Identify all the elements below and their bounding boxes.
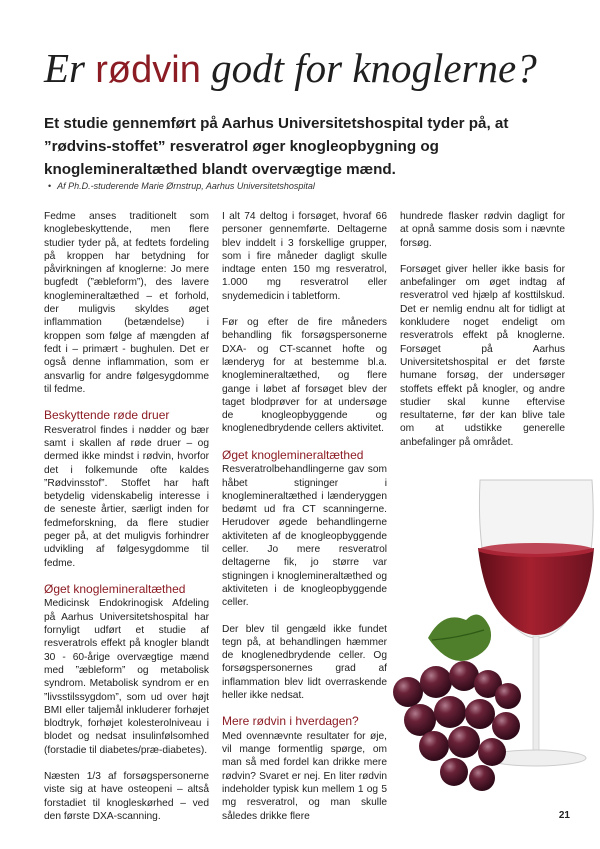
grapes-icon [393, 661, 521, 791]
column-1 [44, 210, 209, 836]
title-accent: rødvin [95, 49, 201, 91]
title-post: godt for knoglerne? [200, 45, 537, 91]
paragraph: Fedme anses traditionelt som knoglebeskyttende, men flere studier tyder på, at fedtets fordeling på kroppen har betydning for påvirkningen af knoglerne: Jo mere bugfedt (”æbleform”), des lavere knoglemineraltæthed – et forhold, der muligvis skyldes øget inflammation (betændelse) i kroppen som følge af mængden af fedt i – primært - bughulen. Det er også denne inflammation, som er ansvarlig for andre følgesygdomme til fedme. [44, 211, 209, 395]
paragraph: I alt 74 deltog i forsøget, hvoraf 66 personer gennemførte. Deltagerne blev inddelt i 3 forskellige grupper, som i fire måneder dagligt skulle indtage enten 150 mg resveratrol, 1.000 mg resveratrol eller snydemedicin i tabletform. [222, 211, 387, 302]
grape-leaf-icon [428, 615, 491, 662]
section-heading: Øget knoglemineraltæthed [44, 581, 186, 596]
column-3 [400, 210, 565, 462]
byline-text: Af Ph.D.-studerende Marie Ørnstrup, Aarhus Universitetshospital [57, 181, 315, 191]
paragraph: Medicinsk Endokrinogisk Afdeling på Aarhus Universitetshospital har fornyligt udført et studie af resveratrols effekt på knogler blandt 30 - 60-årige overvægtige mænd med ”æbleform” og metabolisk syndrom. Metabolisk syndrom er en ”livsstilssygdom”, som ud over højt BMI eller taljemål inkluderer forhøjet blodtryk, forhøjet kolesterolniveau i blodet og nedsat insulinfølsomhed (forstadie til diabetes/præ-diabetes). [44, 598, 209, 756]
section-heading: Mere rødvin i hverdagen? [222, 714, 359, 729]
paragraph: Forsøget giver heller ikke basis for anbefalinger om øget indtag af resveratrol ved hjælp af kosttilskud. Det er nemlig endnu alt for tidligt at konkludere noget endeligt om resveratrols effekt på knoglerne. Forsøget på Aarhus Universitetshospital er det første humane forsøg, der undersøger stoffets effekt på knogler, og andre studier skal kunne eftervise resultaterne, før der kan blive tale om at udstikke generelle anbefalinger på området. [400, 263, 565, 448]
page-number: 21 [558, 810, 570, 821]
paragraph: hundrede flasker rødvin dagligt for at opnå samme dosis som i nævnte forsøg. [400, 211, 565, 249]
article-title [44, 44, 574, 94]
paragraph: Resveratrol findes i nødder og bær samt i skallen af røde druer – og dermed ikke mindst i rødvin, hvorfor det i folkemunde ofte kaldes ”Rødvinsstof”. Stoffet har haft betydelig videnskabelig interesse i de seneste årtier, særligt inden for fedmeforskning, da flere studier peger på, at det muligvis forhindrer udvikling af følgesygdomme til fedme. [44, 424, 209, 569]
lead-paragraph: Et studie gennemført på Aarhus Universitetshospital tyder på, at ”rødvins-stoffet” resveratrol øger knogleopbygning og knoglemineraltæthed blandt overvægtige mænd. [44, 115, 509, 178]
paragraph: Før og efter de fire måneders behandling fik forsøgspersonerne DXA- og CT-scannet hofte og lænderyg for at bestemme bl.a. knoglemineraltæthed, og flere gange i løbet af forsøget blev der taget blodprøver for at undersøge de knogleopbyggende og knoglenedbrydende cellers aktivitet. [222, 317, 387, 435]
bullet-icon: • [48, 181, 52, 191]
column-2 [222, 210, 387, 836]
paragraph: Resveratrolbehandlingerne gav som håbet stigninger i knoglemineraltæthed i lænderyggen bedømt ud fra CT scanningerne. Herudover øgede behandlingerne aktiviteten af de knogleopbyggende celler. Jo mere resveratrol deltagerne fik, jo større var stigningen i knoglemineraltæthed og aktiviteten i de knogleopbyggende celler. [222, 464, 387, 609]
wine-and-grapes-image [388, 470, 600, 800]
paragraph: Næsten 1/3 af forsøgspersonerne viste sig at have osteopeni – altså forstadiet til knogleskørhed – ved den første DXA-scanning. [44, 770, 209, 822]
paragraph: Der blev til gengæld ikke fundet tegn på, at behandlingen hæmmer de knoglenedbrydende celler. Og forsøgspersonernes grad af inflammation blev lidt overraskende heller ikke nedsat. [222, 623, 387, 701]
paragraph: Med ovennævnte resultater for øje, vil mange formentlig spørge, om man så med fordel kan drikke mere rødvin? Svaret er nej. En liter rødvin indeholder typisk kun mellem 1 og 5 mg resveratrol, og man skulle således drikke flere [222, 730, 387, 822]
section-heading: Beskyttende røde druer [44, 408, 170, 423]
title-pre: Er [44, 45, 96, 91]
section-heading: Øget knoglemineraltæthed [222, 447, 364, 462]
byline [48, 181, 528, 191]
